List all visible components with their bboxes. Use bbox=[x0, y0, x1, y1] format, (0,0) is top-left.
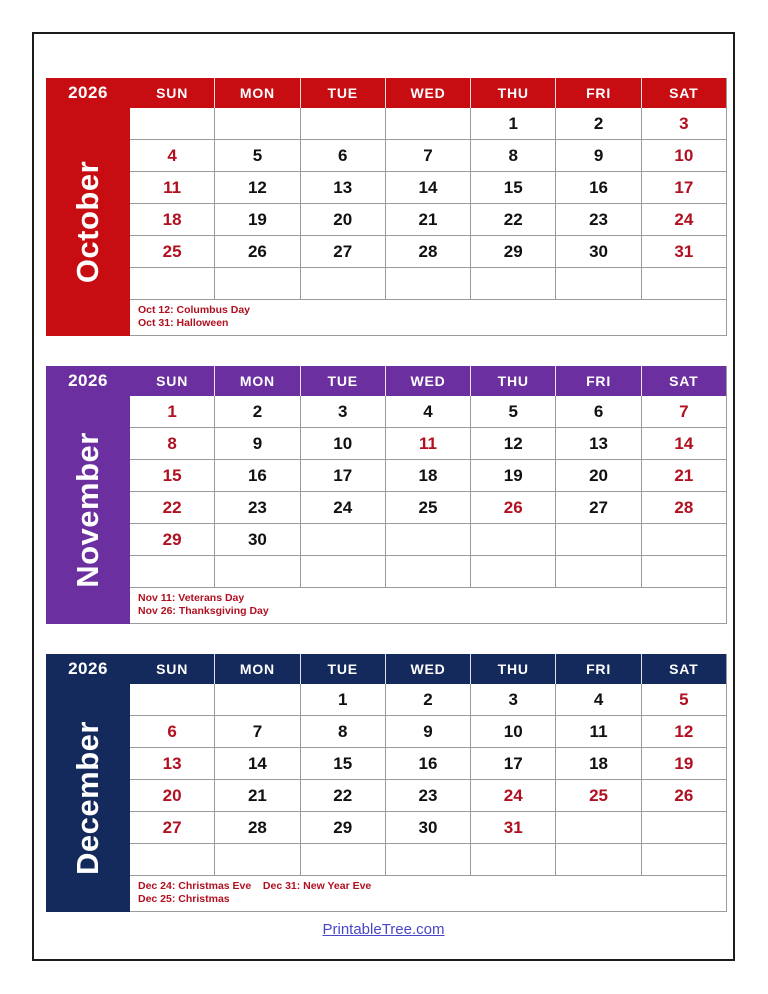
day-cell-empty bbox=[214, 556, 299, 587]
day-cell[interactable]: 23 bbox=[555, 204, 640, 235]
month-spine bbox=[46, 78, 130, 336]
year-label: 2026 bbox=[68, 659, 108, 678]
month-grid bbox=[130, 366, 727, 624]
month-name-label: October bbox=[70, 160, 106, 284]
day-cell[interactable]: 14 bbox=[641, 428, 726, 459]
printabletree-link[interactable]: PrintableTree.com bbox=[322, 921, 445, 938]
weekday-header-sun: SUN bbox=[130, 654, 215, 684]
month-block bbox=[46, 366, 727, 624]
week-row bbox=[130, 108, 726, 140]
day-cell[interactable]: 2 bbox=[555, 108, 640, 139]
day-cell[interactable]: 18 bbox=[555, 748, 640, 779]
day-cell[interactable]: 21 bbox=[385, 204, 470, 235]
day-cell[interactable]: 1 bbox=[167, 401, 177, 421]
day-cell[interactable]: 7 bbox=[214, 716, 299, 747]
day-cell[interactable]: 4 bbox=[555, 684, 640, 715]
week-row bbox=[130, 236, 726, 268]
weekday-header-sat: SAT bbox=[669, 85, 699, 101]
day-cell-empty bbox=[130, 556, 214, 587]
day-cell[interactable]: 6 bbox=[555, 396, 640, 427]
page-footer bbox=[34, 921, 733, 939]
week-row bbox=[130, 844, 726, 876]
week-row bbox=[130, 268, 726, 300]
weekday-header-sun: SUN bbox=[130, 78, 215, 108]
day-cell[interactable]: 17 bbox=[470, 748, 555, 779]
day-cell[interactable]: 17 bbox=[300, 460, 385, 491]
calendar-page bbox=[32, 32, 735, 961]
day-cell[interactable]: 25 bbox=[555, 780, 640, 811]
day-cell-empty bbox=[385, 108, 470, 139]
day-cell[interactable]: 13 bbox=[555, 428, 640, 459]
weekday-header-row bbox=[130, 654, 726, 684]
day-cell[interactable]: 22 bbox=[300, 780, 385, 811]
day-cell[interactable]: 9 bbox=[214, 428, 299, 459]
year-label: 2026 bbox=[68, 371, 108, 390]
day-cell-empty bbox=[385, 268, 470, 299]
day-cell[interactable]: 12 bbox=[470, 428, 555, 459]
day-cell[interactable]: 21 bbox=[641, 460, 726, 491]
day-cell[interactable]: 5 bbox=[214, 140, 299, 171]
day-cell[interactable]: 20 bbox=[555, 460, 640, 491]
week-row bbox=[130, 204, 726, 236]
day-cell-empty bbox=[130, 684, 214, 715]
day-cell[interactable]: 22 bbox=[162, 497, 182, 517]
day-cell[interactable]: 26 bbox=[641, 780, 726, 811]
day-cell[interactable]: 8 bbox=[300, 716, 385, 747]
day-cell[interactable]: 30 bbox=[214, 524, 299, 555]
week-row bbox=[130, 812, 726, 844]
day-cell[interactable]: 16 bbox=[555, 172, 640, 203]
week-row bbox=[130, 396, 726, 428]
year-label: 2026 bbox=[68, 83, 108, 102]
weekday-header-tue: TUE bbox=[301, 366, 386, 396]
day-cell[interactable]: 24 bbox=[470, 780, 555, 811]
day-cell[interactable]: 31 bbox=[641, 236, 726, 267]
day-cell[interactable]: 14 bbox=[214, 748, 299, 779]
week-row bbox=[130, 140, 726, 172]
day-cell[interactable]: 2 bbox=[385, 684, 470, 715]
day-cell[interactable]: 7 bbox=[641, 396, 726, 427]
day-cell-empty bbox=[555, 524, 640, 555]
day-cell[interactable]: 15 bbox=[470, 172, 555, 203]
day-cell-empty bbox=[130, 268, 214, 299]
day-cell[interactable]: 28 bbox=[641, 492, 726, 523]
day-cell-empty bbox=[130, 844, 214, 875]
day-cell[interactable]: 2 bbox=[214, 396, 299, 427]
month-name-label: November bbox=[70, 432, 106, 588]
month-name-label: December bbox=[70, 721, 106, 875]
day-cell-empty bbox=[300, 268, 385, 299]
weekday-header-tue: TUE bbox=[301, 78, 386, 108]
day-cell[interactable]: 18 bbox=[385, 460, 470, 491]
day-cell[interactable]: 20 bbox=[162, 785, 182, 805]
day-cell[interactable]: 6 bbox=[300, 140, 385, 171]
day-cell[interactable]: 31 bbox=[470, 812, 555, 843]
day-cell-empty bbox=[470, 268, 555, 299]
weekday-header-thu: THU bbox=[471, 654, 556, 684]
day-cell[interactable]: 1 bbox=[470, 108, 555, 139]
weekday-header-mon: MON bbox=[215, 366, 300, 396]
day-cell[interactable]: 13 bbox=[162, 753, 182, 773]
day-cell[interactable]: 8 bbox=[470, 140, 555, 171]
weekday-header-row bbox=[130, 78, 726, 108]
day-cell-empty bbox=[385, 524, 470, 555]
day-cell-empty bbox=[641, 556, 726, 587]
day-cell[interactable]: 18 bbox=[162, 209, 182, 229]
week-row bbox=[130, 716, 726, 748]
weekday-header-tue: TUE bbox=[301, 654, 386, 684]
day-cell[interactable]: 8 bbox=[167, 433, 177, 453]
day-cell[interactable]: 19 bbox=[214, 204, 299, 235]
day-cell[interactable]: 11 bbox=[163, 177, 182, 197]
month-grid bbox=[130, 78, 727, 336]
day-cell[interactable]: 11 bbox=[555, 716, 640, 747]
holiday-notes bbox=[130, 300, 726, 336]
day-cell-empty bbox=[470, 844, 555, 875]
day-cell[interactable]: 19 bbox=[641, 748, 726, 779]
weekday-header-mon: MON bbox=[215, 654, 300, 684]
day-cell[interactable]: 5 bbox=[641, 684, 726, 715]
day-cell[interactable]: 14 bbox=[385, 172, 470, 203]
day-cell-empty bbox=[214, 268, 299, 299]
day-cell-empty bbox=[641, 268, 726, 299]
day-cell[interactable]: 27 bbox=[162, 817, 182, 837]
day-cell[interactable]: 9 bbox=[555, 140, 640, 171]
day-cell[interactable]: 25 bbox=[162, 241, 182, 261]
day-cell[interactable]: 12 bbox=[214, 172, 299, 203]
day-cell[interactable]: 4 bbox=[385, 396, 470, 427]
week-row bbox=[130, 748, 726, 780]
weekday-header-thu: THU bbox=[471, 366, 556, 396]
day-cell[interactable]: 21 bbox=[214, 780, 299, 811]
day-cell-empty bbox=[555, 268, 640, 299]
day-cell-empty bbox=[130, 108, 214, 139]
day-cell-empty bbox=[300, 108, 385, 139]
day-cell-empty bbox=[555, 844, 640, 875]
month-name-container bbox=[46, 108, 130, 336]
day-cell[interactable]: 27 bbox=[300, 236, 385, 267]
day-cell[interactable]: 26 bbox=[470, 492, 555, 523]
week-row bbox=[130, 492, 726, 524]
day-cell[interactable]: 3 bbox=[300, 396, 385, 427]
day-cell[interactable]: 3 bbox=[470, 684, 555, 715]
day-cell[interactable]: 15 bbox=[300, 748, 385, 779]
week-row bbox=[130, 556, 726, 588]
day-cell[interactable]: 30 bbox=[385, 812, 470, 843]
calendar-sheet bbox=[46, 78, 727, 912]
day-cell-empty bbox=[555, 812, 640, 843]
day-cell[interactable]: 3 bbox=[641, 108, 726, 139]
day-cell[interactable]: 30 bbox=[555, 236, 640, 267]
day-cell-empty bbox=[214, 108, 299, 139]
week-row bbox=[130, 428, 726, 460]
weekday-header-sat: SAT bbox=[669, 373, 699, 389]
day-cell[interactable]: 16 bbox=[214, 460, 299, 491]
holiday-notes bbox=[130, 588, 726, 624]
month-name-container bbox=[46, 396, 130, 624]
holiday-note-line: Oct 31: Halloween bbox=[138, 317, 229, 329]
month-name-container bbox=[46, 684, 130, 912]
month-block bbox=[46, 654, 727, 912]
month-block bbox=[46, 78, 727, 336]
day-cell-empty bbox=[214, 844, 299, 875]
day-cell-empty bbox=[555, 556, 640, 587]
weekday-header-thu: THU bbox=[471, 78, 556, 108]
day-cell-empty bbox=[300, 524, 385, 555]
day-cell[interactable]: 16 bbox=[385, 748, 470, 779]
day-cell[interactable]: 27 bbox=[555, 492, 640, 523]
day-cell[interactable]: 17 bbox=[641, 172, 726, 203]
week-row bbox=[130, 780, 726, 812]
day-cell[interactable]: 10 bbox=[470, 716, 555, 747]
weekday-header-mon: MON bbox=[215, 78, 300, 108]
holiday-note-line: Oct 12: Columbus Day bbox=[138, 304, 251, 316]
day-cell[interactable]: 29 bbox=[470, 236, 555, 267]
day-cell[interactable]: 26 bbox=[214, 236, 299, 267]
weekday-header-fri: FRI bbox=[556, 654, 641, 684]
day-cell-empty bbox=[641, 844, 726, 875]
weekday-header-wed: WED bbox=[386, 654, 471, 684]
day-cell[interactable]: 19 bbox=[470, 460, 555, 491]
day-cell[interactable]: 12 bbox=[641, 716, 726, 747]
week-row bbox=[130, 172, 726, 204]
day-cell-empty bbox=[300, 844, 385, 875]
holiday-note-line: Dec 24: Christmas Eve Dec 31: New Year Eve bbox=[138, 880, 372, 892]
weekday-header-row bbox=[130, 366, 726, 396]
weekday-header-sat: SAT bbox=[669, 661, 699, 677]
day-cell-empty bbox=[470, 524, 555, 555]
day-cell[interactable]: 6 bbox=[167, 721, 177, 741]
month-grid bbox=[130, 654, 727, 912]
day-cell-empty bbox=[214, 684, 299, 715]
month-spine bbox=[46, 654, 130, 912]
day-cell[interactable]: 24 bbox=[641, 204, 726, 235]
day-cell-empty bbox=[641, 812, 726, 843]
holiday-note-line: Dec 25: Christmas bbox=[138, 893, 230, 905]
week-row bbox=[130, 524, 726, 556]
day-cell[interactable]: 1 bbox=[300, 684, 385, 715]
day-cell[interactable]: 25 bbox=[385, 492, 470, 523]
month-spine bbox=[46, 366, 130, 624]
day-cell[interactable]: 23 bbox=[214, 492, 299, 523]
day-cell[interactable]: 10 bbox=[300, 428, 385, 459]
holiday-notes bbox=[130, 876, 726, 912]
day-cell[interactable]: 4 bbox=[167, 145, 177, 165]
day-cell[interactable]: 28 bbox=[214, 812, 299, 843]
week-row bbox=[130, 460, 726, 492]
holiday-note-line: Nov 11: Veterans Day bbox=[138, 592, 245, 604]
weekday-header-fri: FRI bbox=[556, 366, 641, 396]
day-cell[interactable]: 29 bbox=[162, 529, 182, 549]
day-cell[interactable]: 22 bbox=[470, 204, 555, 235]
day-cell-empty bbox=[300, 556, 385, 587]
day-cell[interactable]: 7 bbox=[385, 140, 470, 171]
weekday-header-wed: WED bbox=[386, 366, 471, 396]
day-cell[interactable]: 15 bbox=[162, 465, 182, 485]
day-cell[interactable]: 23 bbox=[385, 780, 470, 811]
day-cell-empty bbox=[385, 844, 470, 875]
day-cell-empty bbox=[641, 524, 726, 555]
weekday-header-wed: WED bbox=[386, 78, 471, 108]
day-cell[interactable]: 9 bbox=[385, 716, 470, 747]
day-cell[interactable]: 20 bbox=[300, 204, 385, 235]
day-cell[interactable]: 29 bbox=[300, 812, 385, 843]
day-cell[interactable]: 24 bbox=[300, 492, 385, 523]
week-row bbox=[130, 684, 726, 716]
day-cell[interactable]: 5 bbox=[470, 396, 555, 427]
weekday-header-fri: FRI bbox=[556, 78, 641, 108]
day-cell[interactable]: 11 bbox=[385, 428, 470, 459]
holiday-note-line: Nov 26: Thanksgiving Day bbox=[138, 605, 269, 617]
day-cell-empty bbox=[470, 556, 555, 587]
day-cell-empty bbox=[385, 556, 470, 587]
weekday-header-sun: SUN bbox=[130, 366, 215, 396]
day-cell[interactable]: 10 bbox=[641, 140, 726, 171]
day-cell[interactable]: 28 bbox=[385, 236, 470, 267]
day-cell[interactable]: 13 bbox=[300, 172, 385, 203]
